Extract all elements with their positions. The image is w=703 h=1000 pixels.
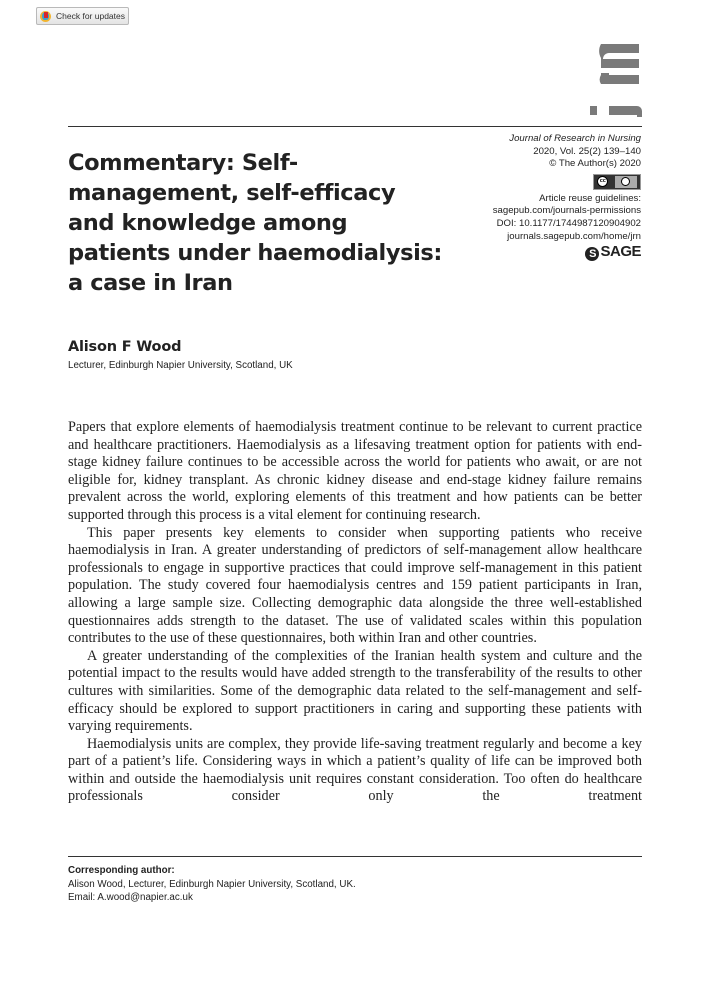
volume-info: 2020, Vol. 25(2) 139–140 (533, 145, 641, 157)
crossmark-icon (40, 11, 51, 22)
body-paragraph: Haemodialysis units are complex, they provide life-saving treatment regularly and become a key part of a patient’s life. Considering ways in which a patient’s quality of life can be improved both within and outside the haemodialysis unit requires constant consideration. Too often do healthcare professionals consider only the treatment (68, 735, 642, 805)
journal-name: Journal of Research in Nursing (509, 133, 641, 144)
copyright: © The Author(s) 2020 (549, 158, 641, 170)
body-paragraph: Papers that explore elements of haemodialysis treatment continue to be relevant to current practice and healthcare practitioners. Haemodialysis as a lifesaving treatment option for patients with end-stage kidney failure continues to be accessible across the world for patients who await, or are not eligible for, kidney transplant. As chronic kidney disease and end-stage kidney failure remains prevalent across the world, exploring elements of this treatment and how patients can be better supported through this process is a vital element for continuing research. (68, 419, 642, 523)
article-body (68, 419, 642, 806)
footnote-email[interactable]: Email: A.wood@napier.ac.uk (68, 892, 193, 903)
creative-commons-icon: cc (597, 176, 608, 187)
author-affiliation: Lecturer, Edinburgh Napier University, Scotland, UK (68, 360, 293, 371)
cc-by-license-badge[interactable] (593, 174, 641, 190)
title-line: management, self-efficacy (68, 180, 396, 206)
jrn-journal-logo-icon (585, 40, 645, 130)
attribution-icon (621, 177, 630, 186)
journal-homepage-link[interactable]: journals.sagepub.com/home/jrn (507, 230, 641, 242)
doi[interactable]: DOI: 10.1177/1744987120904902 (496, 217, 641, 229)
title-line: and knowledge among (68, 210, 348, 236)
reuse-guidelines-link[interactable]: sagepub.com/journals-permissions (492, 205, 641, 217)
footnote-rule (68, 856, 642, 857)
article-title (68, 148, 448, 298)
body-paragraph: This paper presents key elements to consider when supporting patients who receive haemodialysis in Iran. A greater understanding of predictors of self-management allow healthcare professionals to engage in supportive practices that could improve self-management in this patient population. The study covered four haemodialysis centres and 159 patient participants in Iran, allowing a large sample size. Collecting demographic data alongside the three well-established questionnaires adds strength to the dataset. The use of validated scales within this population contributes to the use of these questionnaires, both within Iran and other countries. (68, 524, 642, 647)
title-line: a case in Iran (68, 270, 233, 296)
footnote-affiliation: Alison Wood, Lecturer, Edinburgh Napier University, Scotland, UK. (68, 878, 356, 890)
reuse-guidelines-label: Article reuse guidelines: (539, 192, 641, 204)
body-paragraph: A greater understanding of the complexities of the Iranian health system and culture and the potential impact to the results would have added strength to the transferability of the results to other cultures with similarities. Some of the demographic data related to the self-management and self-efficacy should be explored to support practitioners in caring and supporting these patients with varying requirements. (68, 647, 642, 735)
footnote-heading: Corresponding author: (68, 865, 175, 876)
author-name: Alison F Wood (68, 339, 182, 355)
publisher-name: SAGE (600, 243, 641, 261)
publication-metadata (401, 133, 641, 261)
sage-s-icon: S (585, 247, 599, 261)
corresponding-author-footnote (68, 864, 642, 905)
sage-logo (401, 244, 641, 261)
check-for-updates-label: Check for updates (56, 11, 125, 21)
header-rule (68, 126, 642, 127)
title-line: Commentary: Self- (68, 150, 298, 176)
check-for-updates-button[interactable] (36, 7, 129, 25)
title-line: patients under haemodialysis: (68, 240, 442, 266)
